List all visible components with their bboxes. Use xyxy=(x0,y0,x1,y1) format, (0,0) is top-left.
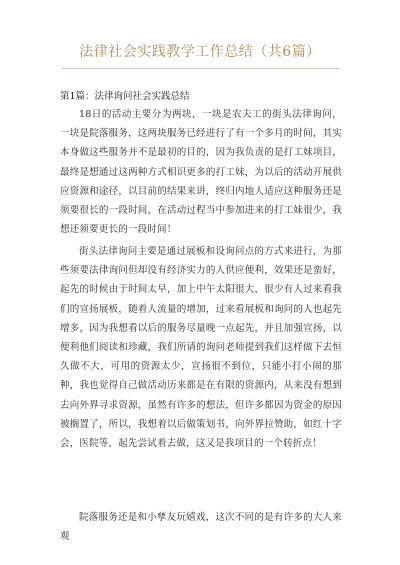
paragraph: 院落服务还是和小孳友玩嬉戏，这次不同的是有许多的大人来观 xyxy=(60,512,342,543)
paragraph: 18日的活动主要分为两块，一块是农夫工的街头法律询问，一块是院落服务，这两块服务已经进行了有一个多月的时间，其实本身做这些服务并不是最初的目的，因为我负责的是打工妹项目，最终是想通过这两种方式相识更多的打工妹，为以后的活动开展供应资源和途径，以目前的结果来讲，终归内地人适应这种服务还是须要很长的一段时间，在活动过程当中参加进来的打工妹很少，我想还须要更长的一段时间！ xyxy=(60,109,342,236)
section-heading: 第1篇：法律询问社会实践总结 xyxy=(60,91,190,102)
paragraph: 街头法律询问主要是通过展板和设询问点的方式来进行，为那些须要法律询问但却没有经济实力的人供应便利，效果还是蛮好，起先的时候由于时间太早，加上中午太阳很大，很少有人过来看我们的宣扬展板，随着人流量的增加，过来看展板和询问的人也起先增多，因为我想看以后的服务尽量晚一点起先，并且加强宣扬，以便利他们阅读和珍藏，我们所请的询问老师提到我们这样做下去恒久做不大，可用的资源太少，宣扬很不到位，只能小打小闹的那种，我也觉得自己做活动历来都是在有限的资源内，从来没有想到去向外界寻求资源，虽然有许多的想法，但许多都因为资金的原因被搁置了，所以，我想着以后做策划书，向外界拉赞助，如红十字会，医院等，起先尝试着去做，这又是我项目的一个转折点！ xyxy=(60,246,342,450)
document-title: 法律社会实践教学工作总结（共6篇） xyxy=(79,44,321,60)
title-divider xyxy=(62,68,340,69)
